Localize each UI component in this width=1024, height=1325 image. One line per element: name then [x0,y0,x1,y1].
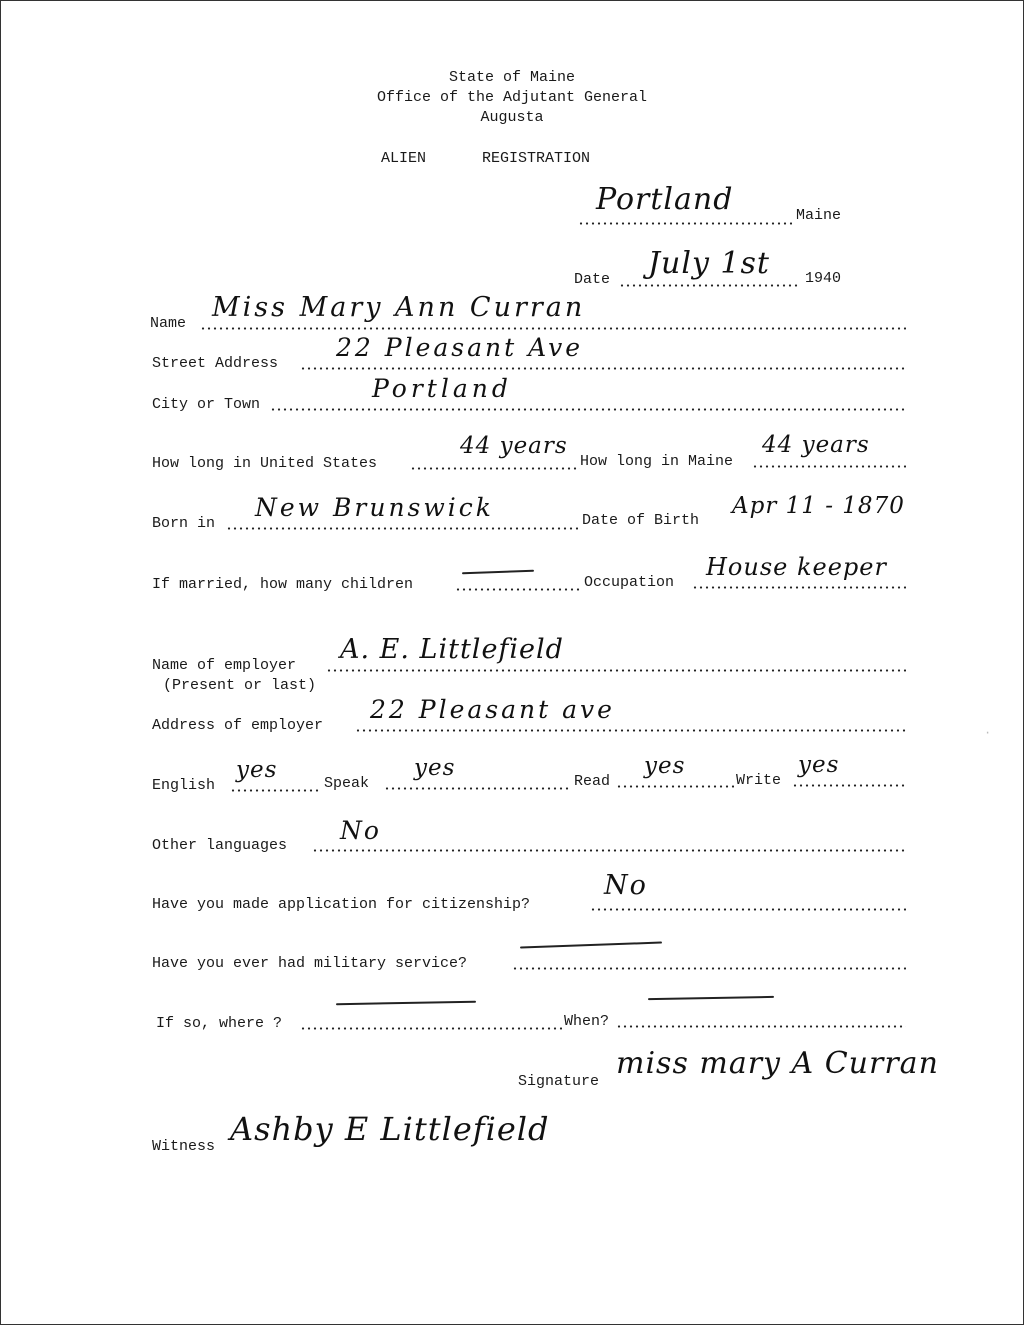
born-line [226,527,578,530]
header-state: State of Maine [448,69,576,86]
maine-value: 44 years [762,432,870,458]
employer-sublabel: (Present or last) [163,677,317,694]
us-label: How long in United States [152,455,378,472]
children-line [455,588,580,591]
speak-value: yes [414,755,456,781]
place-value: Portland [596,182,734,217]
dob-label: Date of Birth [582,512,700,529]
employer-address-line [355,729,906,732]
where-label: If so, where ? [156,1015,283,1032]
street-value: 22 Pleasant Ave [336,333,584,362]
date-value: July 1st [648,246,770,281]
english-label: English [152,777,216,794]
witness-label: Witness [152,1138,216,1155]
speak-line [384,787,570,790]
place-line [578,222,792,225]
employer-address-value: 22 Pleasant ave [370,695,615,724]
date-label: Date [574,271,611,288]
speak-label: Speak [324,775,370,792]
header-city: Augusta [480,109,544,126]
occupation-value: House keeper [706,553,887,581]
name-value: Miss Mary Ann Curran [212,292,586,323]
witness-value: Ashby E Littlefield [230,1110,550,1148]
dob-value: Apr 11 - 1870 [732,493,905,519]
occupation-label: Occupation [584,574,675,591]
where-line [300,1027,562,1030]
born-label: Born in [152,515,216,532]
english-line [230,789,320,792]
city-line [270,408,906,411]
citizenship-value: No [604,870,648,901]
header-office: Office of the Adjutant General [376,89,648,106]
when-label: When? [564,1013,610,1030]
write-label: Write [736,772,782,789]
other-languages-label: Other languages [152,837,288,854]
when-line [616,1025,906,1028]
write-line [792,784,906,787]
born-value: New Brunswick [255,493,494,522]
english-value: yes [236,757,278,783]
maine-line [752,465,906,468]
children-label: If married, how many children [152,576,414,593]
military-line [512,967,906,970]
street-label: Street Address [152,355,279,372]
read-line [616,785,734,788]
city-value: Portland [372,374,512,403]
citizenship-line [590,908,906,911]
other-languages-value: No [340,816,381,845]
header-registration: REGISTRATION [482,150,591,167]
name-line [200,327,906,330]
employer-address-label: Address of employer [152,717,324,734]
military-label: Have you ever had military service? [152,955,468,972]
read-value: yes [644,753,686,779]
street-line [300,367,906,370]
employer-line [326,669,906,672]
citizenship-label: Have you made application for citizenship? [152,896,531,913]
us-line [410,467,580,470]
employer-label: Name of employer [152,657,297,674]
margin-speck: · [984,726,992,740]
occupation-line [692,586,906,589]
city-label: City or Town [152,396,261,413]
us-value: 44 years [460,433,568,459]
date-line [619,284,799,287]
signature-value: miss mary A Curran [616,1046,939,1081]
header-alien: ALIEN [381,150,427,167]
other-languages-line [312,849,906,852]
name-label: Name [150,315,187,332]
signature-label: Signature [518,1073,600,1090]
place-label: Maine [796,207,842,224]
write-value: yes [798,752,840,778]
read-label: Read [574,773,611,790]
maine-label: How long in Maine [580,453,734,470]
date-year: 1940 [805,270,842,287]
employer-value: A. E. Littlefield [340,634,564,665]
